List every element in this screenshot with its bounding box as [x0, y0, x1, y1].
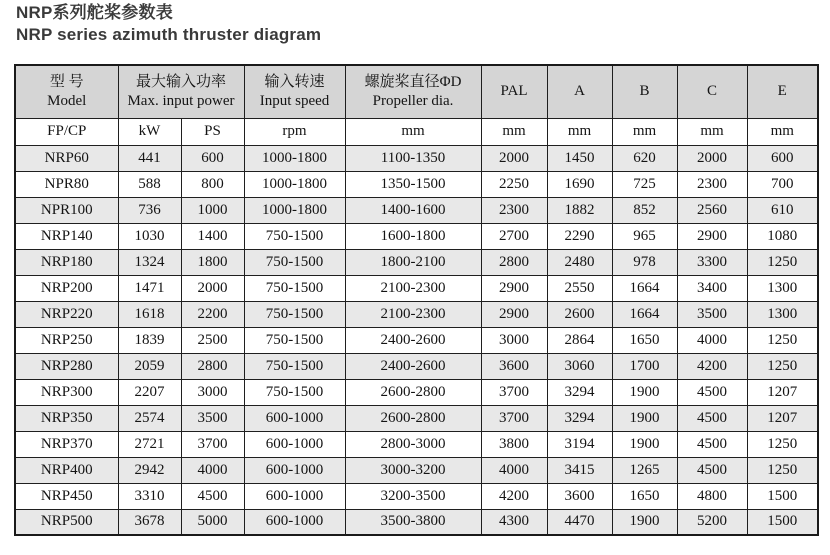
table-row [15, 249, 818, 275]
value-cell: 1250 [747, 327, 818, 353]
value-cell: 600-1000 [244, 509, 345, 535]
model-cell: NRP350 [15, 405, 118, 431]
col-header-model-cn: 型 号 [49, 73, 84, 90]
value-cell: 1900 [612, 405, 677, 431]
value-cell: 1800-2100 [345, 249, 481, 275]
value-cell: 1800 [181, 249, 244, 275]
value-cell: 2900 [677, 223, 747, 249]
value-cell: 588 [118, 171, 181, 197]
value-cell: 441 [118, 145, 181, 171]
value-cell: 2600-2800 [345, 405, 481, 431]
col-header-max-input-power [118, 65, 244, 118]
value-cell: 3600 [481, 353, 547, 379]
value-cell: 2200 [181, 301, 244, 327]
value-cell: 2250 [481, 171, 547, 197]
value-cell: 1250 [747, 431, 818, 457]
value-cell: 1207 [747, 379, 818, 405]
value-cell: 1300 [747, 275, 818, 301]
col-header-prop-en: Propeller dia. [372, 92, 454, 109]
value-cell: 5000 [181, 509, 244, 535]
value-cell: 610 [747, 197, 818, 223]
value-cell: 1250 [747, 249, 818, 275]
value-cell: 2800 [481, 249, 547, 275]
value-cell: 750-1500 [244, 353, 345, 379]
col-header-e: E [747, 65, 818, 118]
model-cell: NRP300 [15, 379, 118, 405]
value-cell: 3294 [547, 379, 612, 405]
value-cell: 600 [181, 145, 244, 171]
table-row [15, 431, 818, 457]
col-header-c: C [677, 65, 747, 118]
value-cell: 2290 [547, 223, 612, 249]
unit-cell-model: FP/CP [15, 118, 118, 145]
model-cell: NRP180 [15, 249, 118, 275]
value-cell: 1000-1800 [244, 145, 345, 171]
model-cell: NRP220 [15, 301, 118, 327]
header-row [15, 65, 818, 118]
unit-cell-e-mm: mm [747, 118, 818, 145]
value-cell: 1000-1800 [244, 197, 345, 223]
value-cell: 1900 [612, 379, 677, 405]
unit-cell-a-mm: mm [547, 118, 612, 145]
table-row [15, 509, 818, 535]
value-cell: 4000 [181, 457, 244, 483]
value-cell: 1080 [747, 223, 818, 249]
value-cell: 3600 [547, 483, 612, 509]
value-cell: 3194 [547, 431, 612, 457]
col-header-power-cn: 最大输入功率 [136, 73, 227, 90]
value-cell: 620 [612, 145, 677, 171]
unit-cell-ps: PS [181, 118, 244, 145]
value-cell: 2500 [181, 327, 244, 353]
table-row [15, 405, 818, 431]
col-header-model-en: Model [47, 92, 87, 109]
value-cell: 3294 [547, 405, 612, 431]
value-cell: 2100-2300 [345, 301, 481, 327]
value-cell: 4000 [481, 457, 547, 483]
model-cell: NRP450 [15, 483, 118, 509]
col-header-input-speed [244, 65, 345, 118]
value-cell: 2800-3000 [345, 431, 481, 457]
value-cell: 750-1500 [244, 223, 345, 249]
value-cell: 2480 [547, 249, 612, 275]
value-cell: 3400 [677, 275, 747, 301]
col-header-pal: PAL [481, 65, 547, 118]
value-cell: 2864 [547, 327, 612, 353]
value-cell: 3000 [181, 379, 244, 405]
unit-cell-rpm: rpm [244, 118, 345, 145]
value-cell: 1324 [118, 249, 181, 275]
col-header-speed-cn: 输入转速 [264, 73, 325, 90]
page-title-cn: NRP系列舵桨参数表 [16, 3, 173, 22]
value-cell: 1000 [181, 197, 244, 223]
value-cell: 2550 [547, 275, 612, 301]
value-cell: 4800 [677, 483, 747, 509]
value-cell: 1100-1350 [345, 145, 481, 171]
value-cell: 1882 [547, 197, 612, 223]
table-row [15, 483, 818, 509]
value-cell: 3200-3500 [345, 483, 481, 509]
col-header-propeller-dia [345, 65, 481, 118]
value-cell: 600-1000 [244, 405, 345, 431]
value-cell: 2300 [481, 197, 547, 223]
value-cell: 750-1500 [244, 327, 345, 353]
value-cell: 4200 [677, 353, 747, 379]
value-cell: 978 [612, 249, 677, 275]
value-cell: 1900 [612, 431, 677, 457]
unit-cell-pal-mm: mm [481, 118, 547, 145]
col-header-a: A [547, 65, 612, 118]
value-cell: 3000 [481, 327, 547, 353]
table-row [15, 197, 818, 223]
value-cell: 2000 [481, 145, 547, 171]
value-cell: 2400-2600 [345, 327, 481, 353]
value-cell: 3700 [481, 405, 547, 431]
table-row [15, 275, 818, 301]
value-cell: 3500 [181, 405, 244, 431]
value-cell: 3500 [677, 301, 747, 327]
value-cell: 1664 [612, 275, 677, 301]
table-row [15, 223, 818, 249]
value-cell: 1690 [547, 171, 612, 197]
table-row [15, 353, 818, 379]
table-row [15, 301, 818, 327]
value-cell: 3800 [481, 431, 547, 457]
value-cell: 1500 [747, 509, 818, 535]
value-cell: 1250 [747, 457, 818, 483]
value-cell: 600-1000 [244, 483, 345, 509]
value-cell: 750-1500 [244, 275, 345, 301]
table-row [15, 145, 818, 171]
table-row [15, 457, 818, 483]
value-cell: 4200 [481, 483, 547, 509]
value-cell: 2600 [547, 301, 612, 327]
model-cell: NRP200 [15, 275, 118, 301]
model-cell: NRP370 [15, 431, 118, 457]
value-cell: 3700 [181, 431, 244, 457]
value-cell: 4470 [547, 509, 612, 535]
model-cell: NRP400 [15, 457, 118, 483]
value-cell: 1471 [118, 275, 181, 301]
value-cell: 1839 [118, 327, 181, 353]
value-cell: 725 [612, 171, 677, 197]
value-cell: 965 [612, 223, 677, 249]
value-cell: 1265 [612, 457, 677, 483]
value-cell: 2300 [677, 171, 747, 197]
col-header-power-en: Max. input power [127, 92, 235, 109]
value-cell: 750-1500 [244, 379, 345, 405]
value-cell: 1000-1800 [244, 171, 345, 197]
value-cell: 1207 [747, 405, 818, 431]
page-title-en: NRP series azimuth thruster diagram [16, 25, 322, 44]
col-header-b: B [612, 65, 677, 118]
value-cell: 1500 [747, 483, 818, 509]
value-cell: 750-1500 [244, 301, 345, 327]
value-cell: 1400-1600 [345, 197, 481, 223]
thruster-spec-table [14, 64, 819, 536]
value-cell: 2400-2600 [345, 353, 481, 379]
value-cell: 800 [181, 171, 244, 197]
value-cell: 1664 [612, 301, 677, 327]
value-cell: 4500 [181, 483, 244, 509]
value-cell: 2942 [118, 457, 181, 483]
value-cell: 2000 [181, 275, 244, 301]
model-cell: NPR80 [15, 171, 118, 197]
value-cell: 2560 [677, 197, 747, 223]
value-cell: 3700 [481, 379, 547, 405]
model-cell: NRP500 [15, 509, 118, 535]
table-body [15, 145, 818, 535]
value-cell: 852 [612, 197, 677, 223]
value-cell: 4000 [677, 327, 747, 353]
page-header [0, 0, 830, 46]
value-cell: 700 [747, 171, 818, 197]
value-cell: 2100-2300 [345, 275, 481, 301]
value-cell: 600-1000 [244, 431, 345, 457]
value-cell: 2600-2800 [345, 379, 481, 405]
value-cell: 3678 [118, 509, 181, 535]
col-header-speed-en: Input speed [259, 92, 330, 109]
model-cell: NRP140 [15, 223, 118, 249]
value-cell: 2800 [181, 353, 244, 379]
value-cell: 600-1000 [244, 457, 345, 483]
value-cell: 2000 [677, 145, 747, 171]
table-row [15, 171, 818, 197]
value-cell: 736 [118, 197, 181, 223]
value-cell: 3500-3800 [345, 509, 481, 535]
value-cell: 4500 [677, 457, 747, 483]
value-cell: 1700 [612, 353, 677, 379]
unit-cell-c-mm: mm [677, 118, 747, 145]
model-cell: NRP60 [15, 145, 118, 171]
model-cell: NPR100 [15, 197, 118, 223]
value-cell: 1450 [547, 145, 612, 171]
value-cell: 750-1500 [244, 249, 345, 275]
value-cell: 4500 [677, 405, 747, 431]
unit-cell-prop-mm: mm [345, 118, 481, 145]
value-cell: 2700 [481, 223, 547, 249]
col-header-prop-cn: 螺旋桨直径ΦD [364, 73, 462, 90]
table-row [15, 327, 818, 353]
value-cell: 2207 [118, 379, 181, 405]
value-cell: 3415 [547, 457, 612, 483]
table-row [15, 379, 818, 405]
value-cell: 1600-1800 [345, 223, 481, 249]
value-cell: 4500 [677, 379, 747, 405]
value-cell: 5200 [677, 509, 747, 535]
value-cell: 3300 [677, 249, 747, 275]
value-cell: 600 [747, 145, 818, 171]
value-cell: 3310 [118, 483, 181, 509]
value-cell: 4500 [677, 431, 747, 457]
value-cell: 2059 [118, 353, 181, 379]
value-cell: 1650 [612, 483, 677, 509]
unit-cell-b-mm: mm [612, 118, 677, 145]
value-cell: 3060 [547, 353, 612, 379]
value-cell: 1400 [181, 223, 244, 249]
value-cell: 1250 [747, 353, 818, 379]
value-cell: 3000-3200 [345, 457, 481, 483]
value-cell: 4300 [481, 509, 547, 535]
model-cell: NRP280 [15, 353, 118, 379]
unit-cell-kw: kW [118, 118, 181, 145]
value-cell: 2900 [481, 275, 547, 301]
value-cell: 1350-1500 [345, 171, 481, 197]
value-cell: 2574 [118, 405, 181, 431]
value-cell: 2721 [118, 431, 181, 457]
col-header-model [15, 65, 118, 118]
value-cell: 1900 [612, 509, 677, 535]
value-cell: 1300 [747, 301, 818, 327]
model-cell: NRP250 [15, 327, 118, 353]
value-cell: 1618 [118, 301, 181, 327]
value-cell: 1030 [118, 223, 181, 249]
value-cell: 1650 [612, 327, 677, 353]
value-cell: 2900 [481, 301, 547, 327]
units-row [15, 118, 818, 145]
